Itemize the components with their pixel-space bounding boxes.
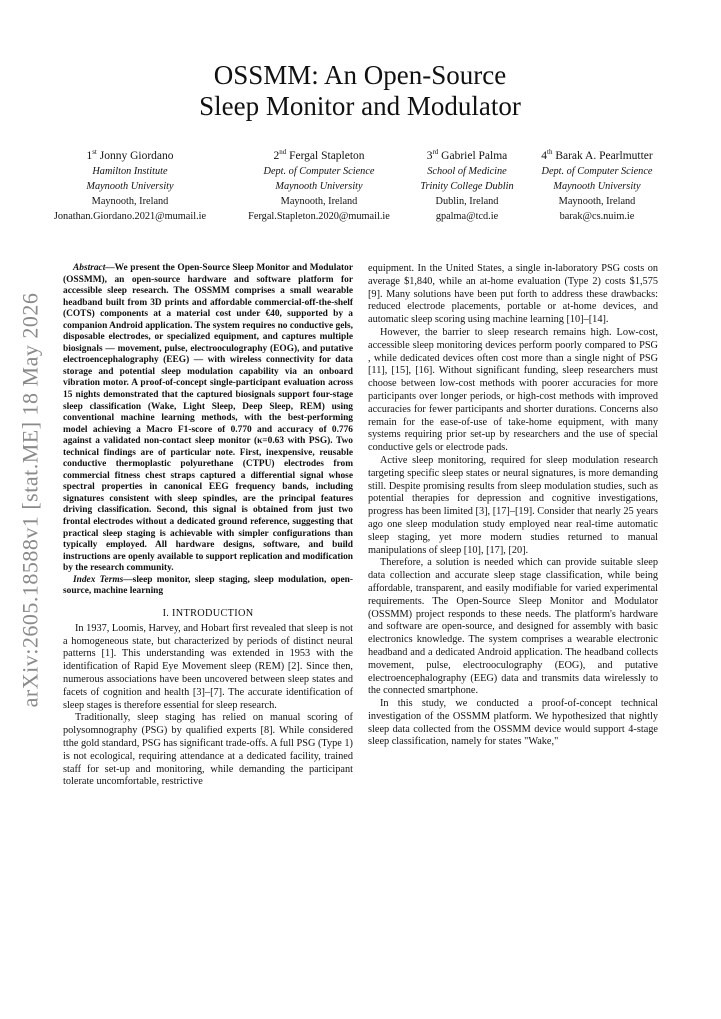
author-location: Dublin, Ireland bbox=[435, 195, 499, 207]
index-terms-text: —sleep monitor, sleep staging, sleep modulation, open-source, machine learning bbox=[63, 574, 354, 597]
paragraph: Traditionally, sleep staging has relied on manual scoring of polysomnography (PSG) by qualified experts [8]. While considered tthe gold standard, PSG has significant trade-offs. A full PSG (Type 1) is not ecological, requiring attendance at a dedicated facility, trained staff for set-up and monitoring, while demanding the participant tolerate uncomfortable, restrictive bbox=[63, 712, 353, 788]
author-2 bbox=[238, 145, 400, 224]
arxiv-identifier-stamp bbox=[10, 290, 50, 710]
title-line-2: Sleep Monitor and Modulator bbox=[199, 91, 521, 121]
left-column bbox=[63, 263, 353, 789]
index-terms bbox=[63, 575, 353, 598]
author-email[interactable]: barak@cs.nuim.ie bbox=[559, 210, 635, 222]
paragraph: In 1937, Loomis, Harvey, and Hobart first revealed that sleep is not a homogeneous state, but characterized by periods of distinct neural patterns [1]. This understanding was extended in 1953 with the identification of Rapid Eye Movement sleep (REM) [2]. Since then, numerous associations have been uncovered between sleep states and facets of cognition and health [3]–[7]. The accurate identification of sleep stages is therefore essential for sleep research. bbox=[63, 622, 353, 711]
title-line-1: OSSMM: An Open-Source bbox=[213, 60, 507, 90]
author-email[interactable]: Jonathan.Giordano.2021@mumail.ie bbox=[53, 210, 207, 222]
author-4 bbox=[524, 145, 670, 224]
author-institution: Trinity College Dublin bbox=[420, 180, 514, 192]
author-location: Maynooth, Ireland bbox=[91, 195, 169, 207]
paragraph: Therefore, a solution is needed which can provide suitable sleep data collection and accurate sleep stage classification, while being affordable, transparent, and easily modifiable for varied experimental requirements. The Open-Source Sleep Monitor and Modulator (OSSMM) project responds to these needs. The platform's hardware and software are open-source, and designed for assembly with basic electronics knowledge. The system comprises a wearable electronic headband and a dedicated Android application. The headband collects movement, pulse, electrooculography (EOG), and putative electroencephalography (EEG) data and transmits data wirelessly to the connected smartphone. bbox=[368, 557, 658, 697]
arxiv-identifier-text: arXiv:2605.18588v1 [stat.ME] 18 May 2026 bbox=[17, 292, 43, 708]
abstract-label: Abstract bbox=[73, 263, 106, 273]
right-column bbox=[368, 263, 658, 749]
author-location: Maynooth, Ireland bbox=[280, 195, 358, 207]
author-3 bbox=[412, 145, 522, 224]
author-email[interactable]: Fergal.Stapleton.2020@mumail.ie bbox=[248, 210, 390, 222]
abstract bbox=[63, 263, 353, 575]
author-name: 3rd Gabriel Palma bbox=[426, 148, 508, 162]
paper-title bbox=[100, 60, 620, 122]
author-1 bbox=[50, 145, 210, 224]
abstract-text: —We present the Open-Source Sleep Monitor and Modulator (OSSMM), an open-source hardware and software platform for accessible sleep research. The OSSMM comprises a small wearable headband built from 3D prints and affordable commercial-off-the-shelf (COTS) components at a material cost under €40, supported by a companion Android application. The system requires no conductive gels, disposable electrodes, or specialized equipment, and captures multiple biosignals — movement, pulse, electrooculography (EOG), and putative electroencephalography (EEG) — with wireless connectivity for data storage and potential sleep modulation capability via an onboard vibration motor. A proof-of-concept single-participant evaluation across 15 nights demonstrated that the captured biosignals support four-stage sleep classification (Wake, Light Sleep, Deep Sleep, REM) using conventional machine learning methods, with the best-performing model achieving a Macro F1-score of 0.770 and accuracy of 0.776 against a validated non-contact sleep monitor (κ=0.63 with PSG). Two technical findings are of particular note. First, inexpensive, reusable conductive thermoplastic polyurethane (CTPU) electrodes from commercial fitness chest straps captured a differential signal whose spectral properties in canonical EEG frequency bands, including signatures consistent with sleep spindles, are the principal features driving classification. Second, this signal is obtained from just two frontal electrodes without a dedicated ground reference, suggesting that practical sleep staging is achievable with simpler configurations than typically employed. All hardware designs, software, and build instructions are openly available to support replication and modification by the research community. bbox=[63, 263, 353, 574]
author-affiliation: School of Medicine bbox=[427, 165, 507, 177]
author-name: 4th Barak A. Pearlmutter bbox=[541, 148, 653, 162]
paragraph: equipment. In the United States, a single in-laboratory PSG costs on average $1,840, while an at-home evaluation (Type 2) costs $1,575 [9]. Many solutions have been put forth to address these drawbacks: reduced electrode placements, portable or at-home devices, and automatic sleep scoring using machine learning [10]–[14]. bbox=[368, 263, 658, 326]
author-affiliation: Dept. of Computer Science bbox=[541, 165, 653, 177]
author-affiliation: Dept. of Computer Science bbox=[263, 165, 375, 177]
author-institution: Maynooth University bbox=[86, 180, 174, 192]
author-institution: Maynooth University bbox=[553, 180, 641, 192]
paragraph: In this study, we conducted a proof-of-concept technical investigation of the OSSMM platform. We hypothesized that nightly sleep data collected from the OSSMM device would support 4-stage sleep classification, namely for states "Wake," bbox=[368, 698, 658, 748]
author-name: 1st Jonny Giordano bbox=[86, 148, 174, 162]
author-name: 2nd Fergal Stapleton bbox=[273, 148, 365, 162]
author-location: Maynooth, Ireland bbox=[558, 195, 636, 207]
author-affiliation: Hamilton Institute bbox=[92, 165, 168, 177]
paragraph: Active sleep monitoring, required for sleep modulation research targeting specific sleep states or neural signatures, is more demanding still. Despite promising results from sleep modulation studies, such as potential therapies for depression and cognitive investigations, progress has been limited [3], [17]–[19]. Consider that nearly 25 years ago one sleep modulation study employed near real-time automatic sleep staging, yet more modern studies returned to manual manipulations of sleep [10], [17], [20]. bbox=[368, 454, 658, 556]
paragraph: However, the barrier to sleep research remains high. Low-cost, accessible sleep monitoring devices perform poorly compared to PSG , while dedicated devices often cost more than a single night of PSG [11], [15], [16]. Without significant funding, sleep researchers must choose between low-cost methods with poorer accuracies for more participants over longer periods, or high-cost methods with improved accuracies for fewer participants and shorter durations. Concerns also remain for the ease-of-use of take-home equipment, with many systems requiring prior set-up by researchers and the use of special conductive gels or electrode pads. bbox=[368, 326, 658, 454]
index-terms-label: Index Terms bbox=[73, 574, 124, 585]
author-institution: Maynooth University bbox=[275, 180, 363, 192]
author-block bbox=[50, 145, 680, 225]
author-email[interactable]: gpalma@tcd.ie bbox=[435, 210, 499, 222]
section-heading-introduction: I. INTRODUCTION bbox=[162, 607, 254, 619]
